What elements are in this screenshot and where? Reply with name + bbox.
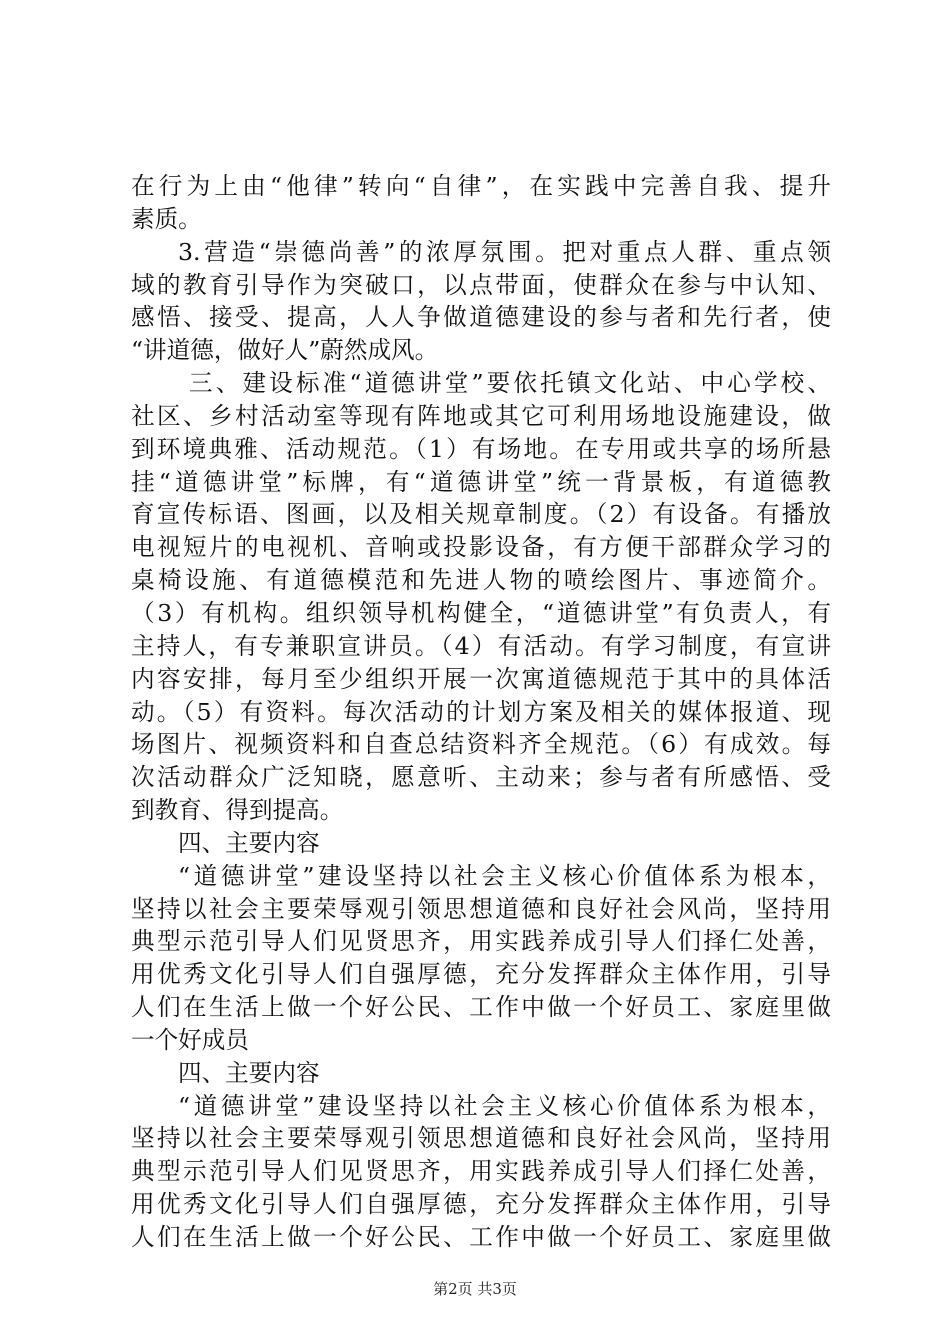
text-line: 育宣传标语、图画，以及相关规章制度。（2）有设备。有播放 [131,500,831,529]
section-heading: 四、主要内容 [178,1058,320,1087]
paragraph-start-line: 3.营造“崇德尚善”的浓厚氛围。把对重点人群、重点领 [178,237,831,266]
text-line: 典型示范引导人们见贤思齐，用实践养成引导人们择仁处善， [131,927,831,956]
text-line: 感悟、接受、提高，人人争做道德建设的参与者和先行者，使 [131,303,831,332]
paragraph-start-line: “道德讲堂”建设坚持以社会主义核心价值体系为根本， [178,861,831,890]
text-line: 典型示范引导人们见贤思齐，用实践养成引导人们择仁处善， [131,1157,831,1186]
section-heading: 四、主要内容 [178,828,320,857]
text-line: “讲道德，做好人”蔚然成风。 [131,336,439,365]
text-line: 动。（5）有资料。每次活动的计划方案及相关的媒体报道、现 [131,697,831,726]
text-line: 用优秀文化引导人们自强厚德，充分发挥群众主体作用，引导 [131,960,831,989]
text-line: 坚持以社会主要荣辱观引领思想道德和良好社会风尚，坚持用 [131,894,831,923]
text-line: 域的教育引导作为突破口，以点带面，使群众在参与中认知、 [131,270,831,299]
text-line: 主持人，有专兼职宣讲员。（4）有活动。有学习制度，有宣讲 [131,631,831,660]
text-line: （3）有机构。组织领导机构健全，“道德讲堂”有负责人，有 [131,598,831,627]
text-line: 一个好成员 [131,1025,249,1054]
text-line: 在行为上由“他律”转向“自律”，在实践中完善自我、提升 [131,172,831,200]
paragraph-start-line: “道德讲堂”建设坚持以社会主义核心价值体系为根本， [178,1091,831,1120]
text-line: 场图片、视频资料和自查总结资料齐全规范。（6）有成效。每 [131,730,831,759]
text-line: 桌椅设施、有道德模范和先进人物的喷绘图片、事迹简介。 [131,566,831,595]
text-line: 内容安排，每月至少组织开展一次寓道德规范于其中的具体活 [131,664,831,693]
text-line: 用优秀文化引导人们自强厚德，充分发挥群众主体作用，引导 [131,1190,831,1219]
text-line: 电视短片的电视机、音响或投影设备，有方便干部群众学习的 [131,533,831,562]
text-line: 人们在生活上做一个好公民、工作中做一个好员工、家庭里做 [131,1223,831,1251]
text-line: 次活动群众广泛知晓，愿意听、主动来；参与者有所感悟、受 [131,763,831,792]
section-heading-line: 三、建设标准“道德讲堂”要依托镇文化站、中心学校、 [189,369,831,398]
text-line: 到教育、得到提高。 [131,796,344,825]
page-number-footer: 第2页 共3页 [433,1280,517,1298]
text-line: 社区、乡村活动室等现有阵地或其它可利用场地设施建设，做 [131,401,831,430]
text-line: 素质。 [131,204,202,233]
text-line: 坚持以社会主要荣辱观引领思想道德和良好社会风尚，坚持用 [131,1124,831,1153]
text-line: 到环境典雅、活动规范。（1）有场地。在专用或共享的场所悬 [131,434,831,463]
text-line: 人们在生活上做一个好公民、工作中做一个好员工、家庭里做 [131,993,831,1022]
document-body [131,170,831,1254]
text-line: 挂“道德讲堂”标牌，有“道德讲堂”统一背景板，有道德教 [131,467,831,496]
